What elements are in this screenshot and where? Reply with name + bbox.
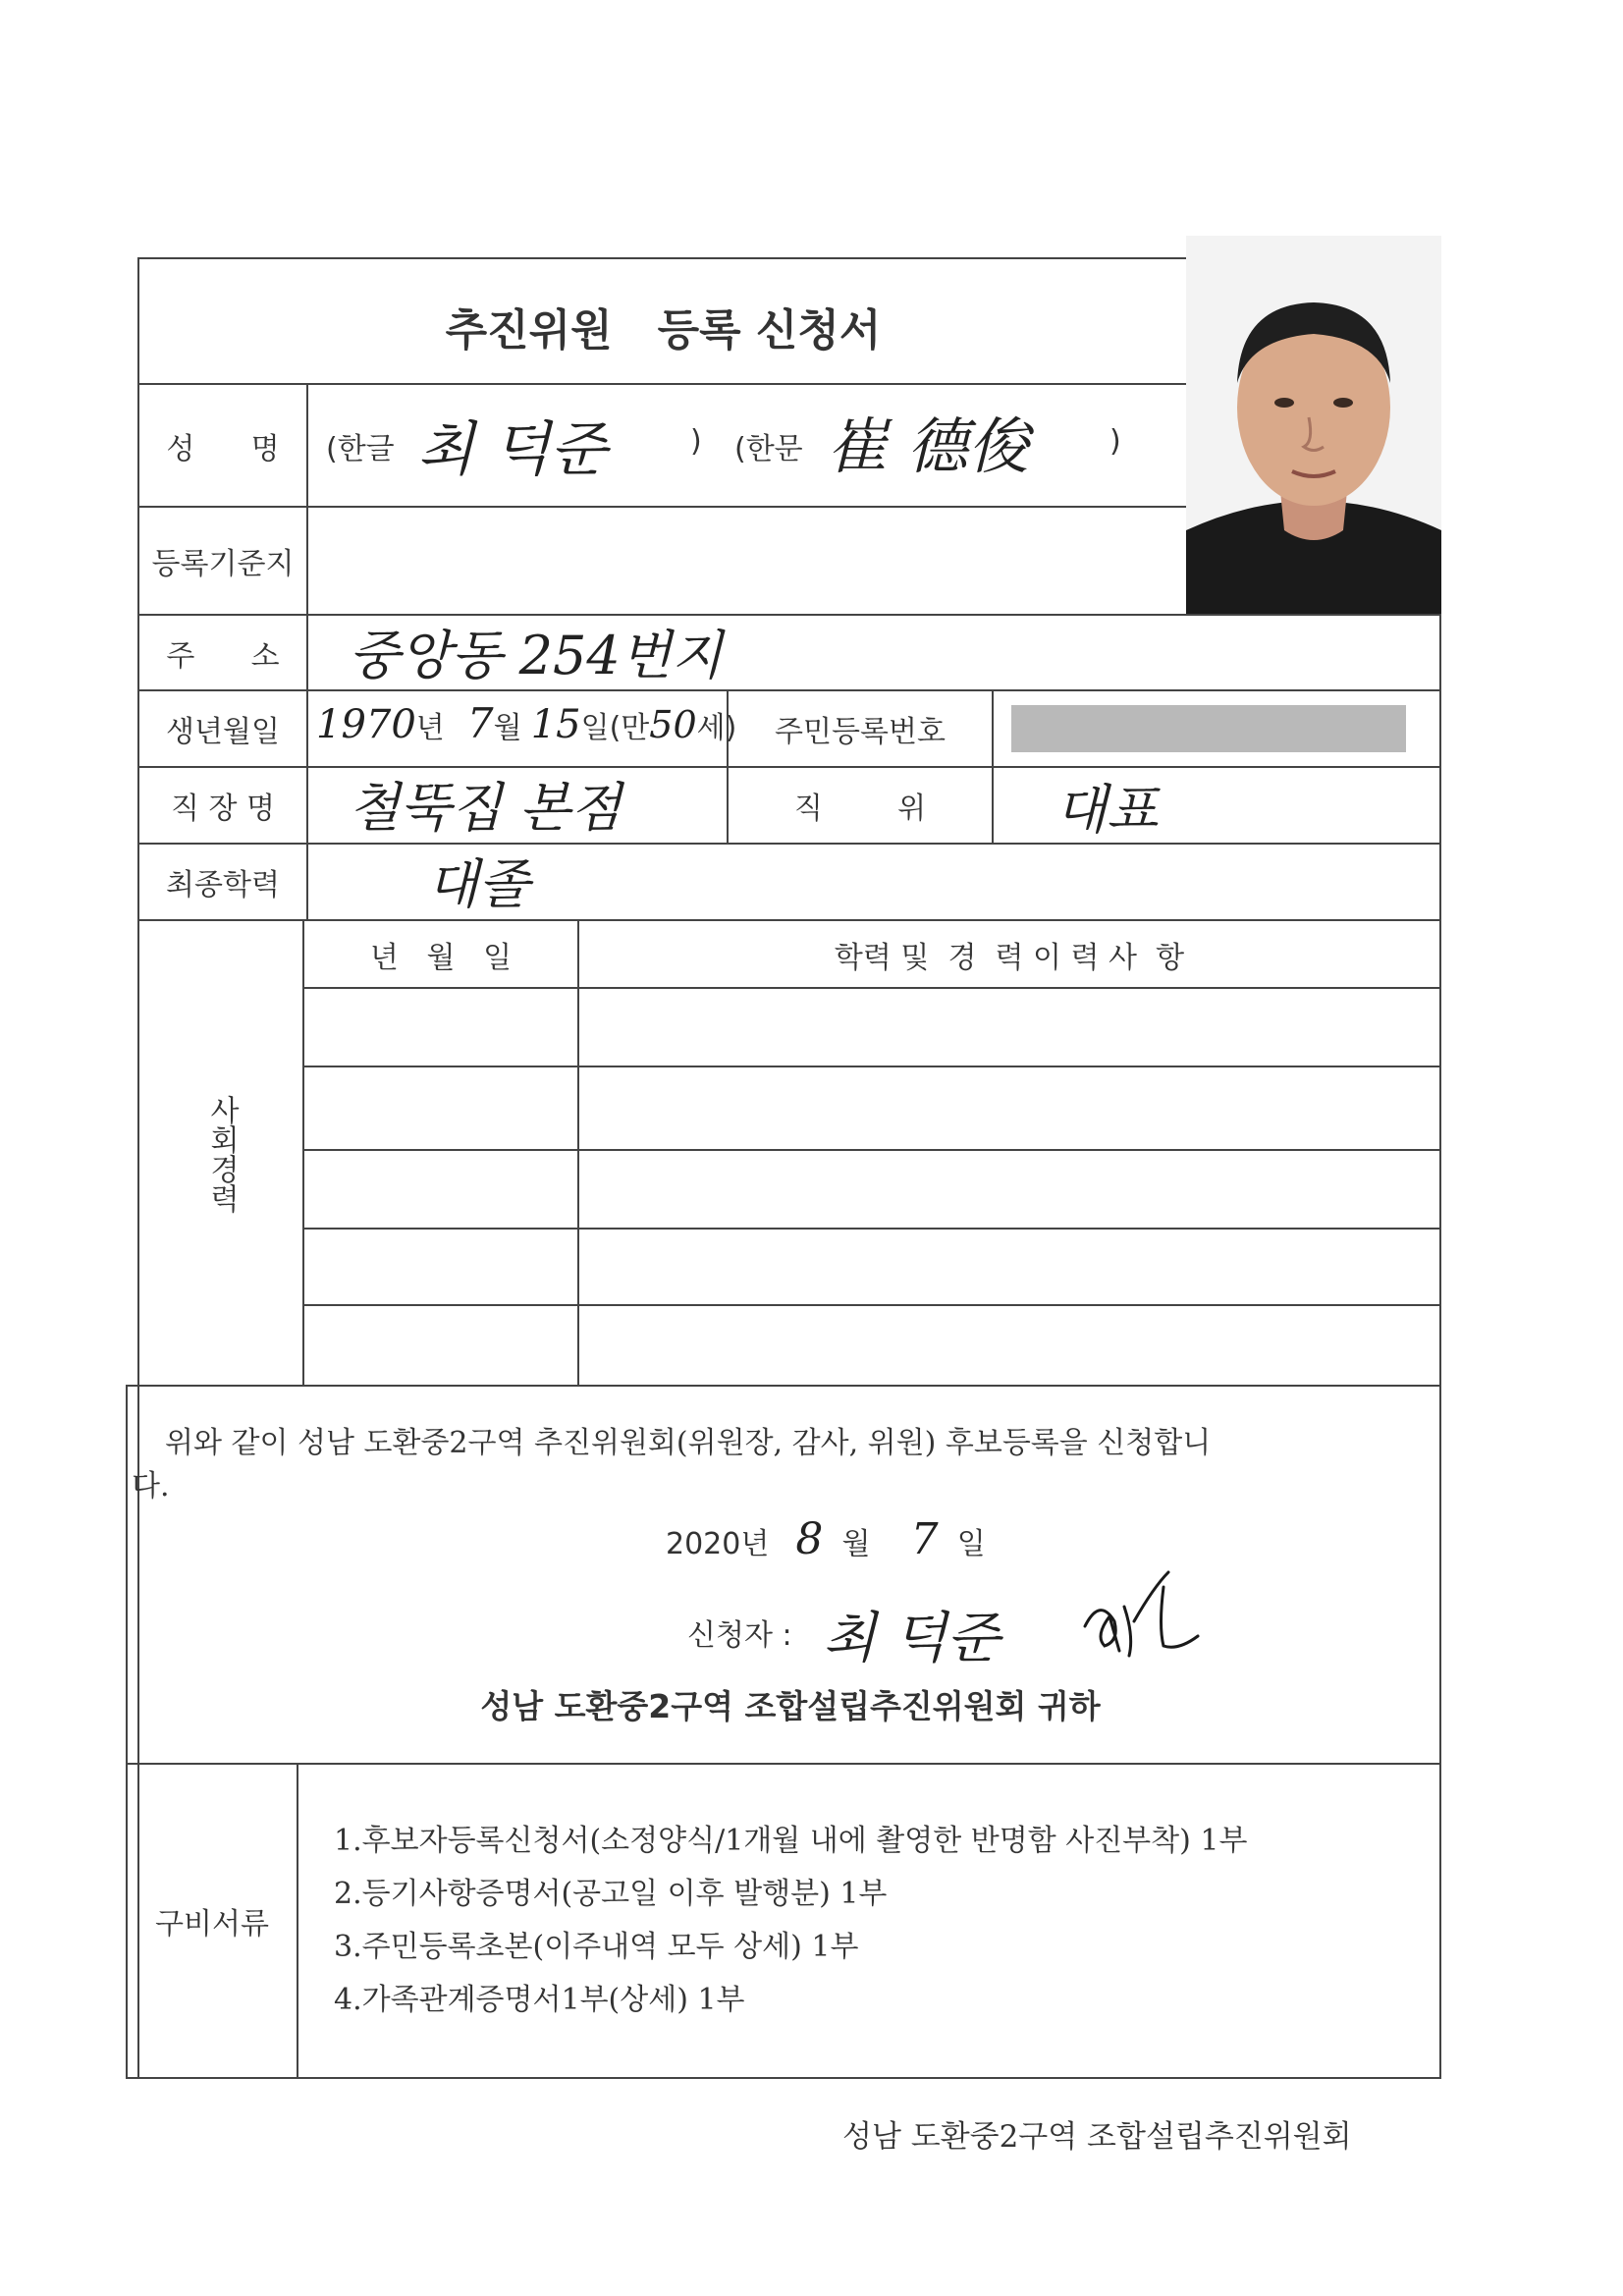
address-value: 중앙동 254번지 bbox=[349, 625, 724, 686]
birth-month-unit: 월 bbox=[493, 711, 522, 745]
workplace-label: 직 장 명 bbox=[170, 792, 275, 826]
declaration-line-1: 위와 같이 성남 도환중2구역 추진위원회(위원장, 감사, 위원) 후보등록을 신청합니 bbox=[165, 1426, 1212, 1460]
declaration-date bbox=[666, 1514, 986, 1564]
documents-item: 3.주민등록초본(이주내역 모두 상세) 1부 bbox=[334, 1930, 859, 1964]
applicant-signature bbox=[1075, 1567, 1203, 1675]
declaration-addressee: 성남 도환중2구역 조합설립추진위원회 귀하 bbox=[480, 1687, 1101, 1725]
career-column-history: 학력 및 경 력 이 력 사 항 bbox=[834, 940, 1185, 975]
documents-item: 1.후보자등록신청서(소정양식/1개월 내에 촬영한 반명함 사진부착) 1부 bbox=[334, 1824, 1248, 1858]
documents-item: 2.등기사항증명서(공고일 이후 발행분) 1부 bbox=[334, 1877, 888, 1911]
education-label: 최종학력 bbox=[166, 868, 280, 902]
name-hanja-close: ) bbox=[1109, 424, 1121, 459]
birth-year: 1970 bbox=[316, 702, 416, 747]
applicant-photo bbox=[1186, 236, 1441, 614]
date-day: 7 bbox=[910, 1514, 939, 1564]
applicant-name: 최 덕준 bbox=[823, 1607, 1001, 1670]
footer-org: 성남 도환중2구역 조합설립추진위원회 bbox=[842, 2119, 1352, 2155]
date-month: 8 bbox=[795, 1514, 824, 1564]
date-year: 2020년 bbox=[666, 1527, 770, 1561]
form-title: 추진위원 등록 신청서 bbox=[445, 305, 882, 355]
position-label: 직 위 bbox=[793, 792, 927, 826]
documents-label: 구비서류 bbox=[155, 1907, 269, 1941]
education-value: 대졸 bbox=[427, 853, 530, 915]
birth-age-unit: 세) bbox=[696, 711, 737, 745]
name-hanja-prefix: (한문 bbox=[734, 432, 803, 466]
address-label: 주 소 bbox=[166, 638, 280, 674]
name-hanja-value: 崔 德俊 bbox=[827, 410, 1029, 482]
name-label: 성 명 bbox=[166, 431, 280, 466]
registry-label: 등록기준지 bbox=[151, 547, 295, 581]
birth-label: 생년월일 bbox=[166, 715, 280, 749]
applicant-label: 신청자 : bbox=[687, 1618, 792, 1653]
position-value: 대표 bbox=[1055, 779, 1159, 841]
declaration-line-2: 다. bbox=[132, 1469, 170, 1503]
birth-year-unit: 년 bbox=[415, 711, 445, 745]
date-day-unit: 일 bbox=[956, 1527, 986, 1561]
birth-day-unit: 일(만 bbox=[580, 711, 650, 745]
birth-month: 7 bbox=[466, 699, 494, 747]
documents-item: 4.가족관계증명서1부(상세) 1부 bbox=[334, 1983, 745, 2017]
career-column-date: 년 월 일 bbox=[369, 940, 513, 975]
name-hangul-prefix: (한글 bbox=[326, 432, 395, 466]
birth-age: 50 bbox=[649, 703, 697, 746]
career-label-text: 사회경력 bbox=[204, 1095, 239, 1213]
date-month-unit: 월 bbox=[841, 1527, 871, 1561]
workplace-value: 철뚝집 본점 bbox=[349, 777, 622, 839]
name-hangul-value: 최 덕준 bbox=[417, 415, 607, 484]
career-label bbox=[139, 1080, 302, 1228]
name-close-paren: ) bbox=[690, 424, 702, 459]
documents-list bbox=[334, 1815, 1247, 2027]
resident-number-label: 주민등록번호 bbox=[775, 715, 946, 749]
birth-value bbox=[316, 699, 736, 758]
resident-number-redacted bbox=[1011, 705, 1406, 752]
birth-day: 15 bbox=[530, 702, 581, 747]
